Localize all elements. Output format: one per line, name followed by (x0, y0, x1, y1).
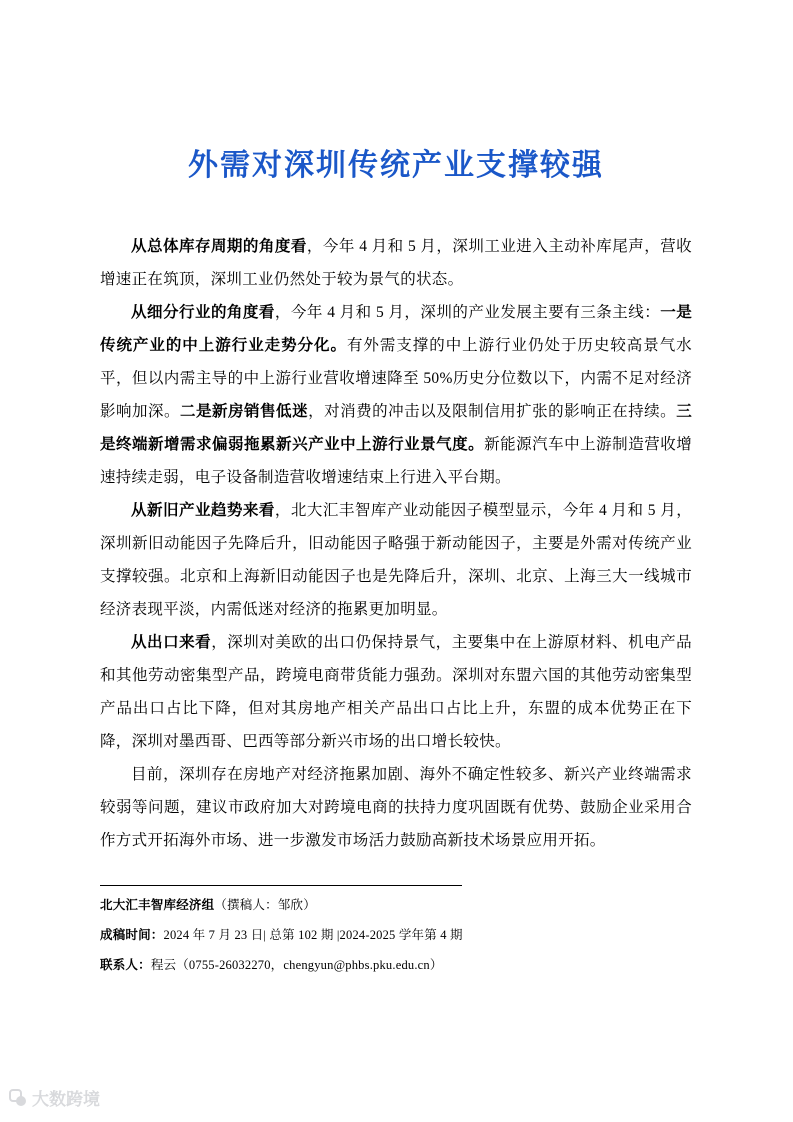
footer-line (100, 950, 692, 980)
footer-block (100, 885, 692, 980)
emphasis-text: 北大汇丰智库经济组 (100, 898, 215, 912)
emphasis-text: 从总体库存周期的角度看 (131, 238, 307, 255)
plain-text: 有外需支撑的中上游行业仍处于历史较高景气水平，但以内需主导的中上游行业营收增速降至 50%历史分位数以下，内需不足对经济影响加深。 (100, 337, 692, 420)
plain-text: 目前，深圳存在房地产对经济拖累加剧、海外不确定性较多、新兴产业终端需求较弱等问题，建议市政府加大对跨境电商的扶持力度巩固既有优势、鼓励企业采用合作方式开拓海外市场、进一步激发市场活力鼓励高新技术场景应用开拓。 (100, 766, 692, 849)
paragraph (100, 230, 692, 296)
emphasis-text: 二是新房销售低迷 (180, 403, 309, 420)
emphasis-text: 成稿时间： (100, 928, 164, 942)
paragraph (100, 758, 692, 857)
emphasis-text: 三是终端新增需求偏弱拖累新兴产业中上游行业景气度。 (100, 403, 692, 453)
footer-lines (100, 890, 692, 980)
plain-text: ，今年 4 月和 5 月，深圳的产业发展主要有三条主线： (274, 304, 661, 321)
emphasis-text: 联系人： (100, 958, 151, 972)
paragraph (100, 626, 692, 758)
watermark (8, 1085, 100, 1110)
footer-line (100, 920, 692, 950)
plain-text: ，北大汇丰智库产业动能因子模型显示，今年 4 月和 5 月，深圳新旧动能因子先降后升，旧动能因子略强于新动能因子，主要是外需对传统产业支撑较强。北京和上海新旧动能因子也是先降后升，深圳、北京、上海三大一线城市经济表现平淡，内需低迷对经济的拖累更加明显。 (100, 502, 692, 618)
emphasis-text: 从细分行业的角度看 (131, 304, 275, 321)
footer-line (100, 890, 692, 920)
emphasis-text: 从出口来看 (131, 634, 212, 651)
plain-text: （撰稿人：邹欣） (214, 898, 316, 912)
page-title: 外需对深圳传统产业支撑较强 (188, 149, 604, 182)
footer-divider (100, 885, 462, 886)
paragraph (100, 494, 692, 626)
plain-text: 2024 年 7 月 23 日| 总第 102 期 |2024-2025 学年第 4 期 (163, 928, 463, 942)
plain-text: ，对消费的冲击以及限制信用扩张的影响正在持续。 (308, 403, 677, 420)
plain-text: ，深圳对美欧的出口仍保持景气，主要集中在上游原材料、机电产品和其他劳动密集型产品，跨境电商带货能力强劲。深圳对东盟六国的其他劳动密集型产品出口占比下降，但对其房地产相关产品出口占比上升，东盟的成本优势正在下降，深圳对墨西哥、巴西等部分新兴市场的出口增长较快。 (100, 634, 692, 750)
emphasis-text: 从新旧产业趋势来看 (131, 502, 275, 519)
document-content (100, 0, 692, 980)
document-body (100, 230, 692, 857)
watermark-logo-icon (8, 1088, 28, 1108)
paragraph (100, 296, 692, 494)
plain-text: ，今年 4 月和 5 月，深圳工业进入主动补库尾声，营收增速正在筑顶，深圳工业仍然处于较为景气的状态。 (100, 238, 692, 288)
watermark-text: 大数跨境 (32, 1090, 100, 1109)
emphasis-text: 一是传统产业的中上游行业走势分化。 (100, 304, 693, 354)
plain-text: 程云（0755-26032270，chengyun@phbs.pku.edu.cn） (150, 958, 443, 972)
plain-text: 新能源汽车中上游制造营收增速持续走弱，电子设备制造营收增速结束上行进入平台期。 (100, 436, 693, 486)
